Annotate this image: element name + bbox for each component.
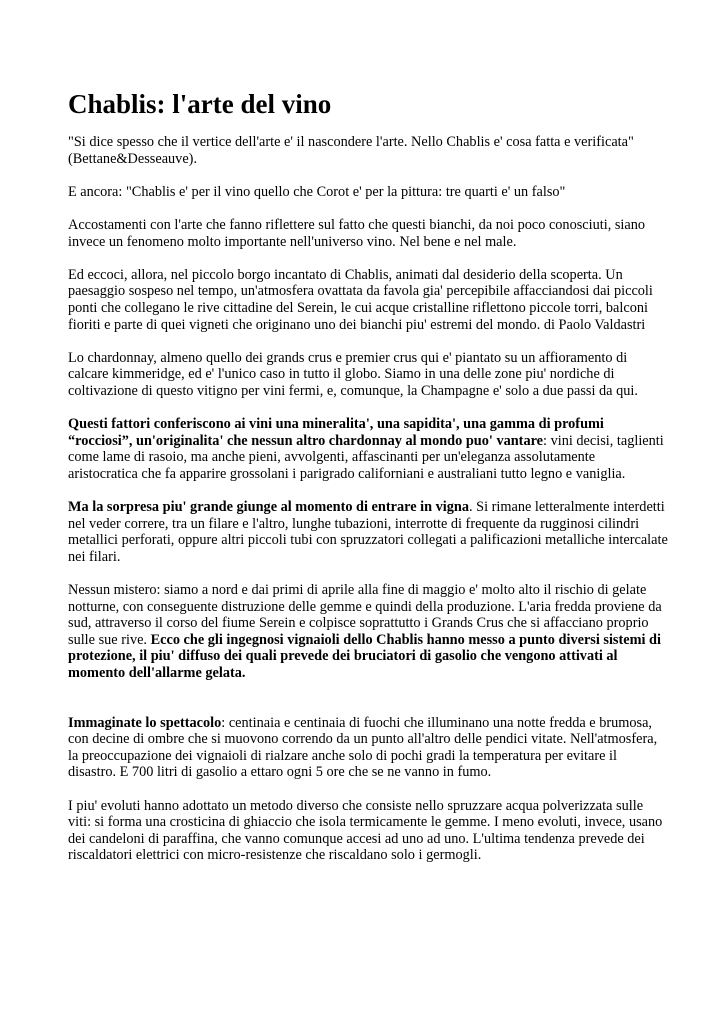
paragraph-quote-bettane: "Si dice spesso che il vertice dell'arte e' il nascondere l'arte. Nello Chablis e' cosa fatta e verificata" (Bettane&Desseauve). [68,134,634,167]
page-title: Chablis: l'arte del vino [68,89,332,119]
paragraph-spectacle [68,715,668,781]
paragraph-minerality-bold: Questi fattori conferiscono ai vini una mineralita', una sapidita', una gamma di profumi “rocciosi”, un'originalita' che nessun altro chardonnay al mondo puo' vantare [68,416,604,449]
paragraph-art-comparison: Accostamenti con l'arte che fanno riflettere sul fatto che questi bianchi, da noi poco conosciuti, siano invece un fenomeno molto importante nell'universo vino. Nel bene e nel male. [68,216,646,250]
paragraph-village: Ed eccoci, allora, nel piccolo borgo incantato di Chablis, animati dal desiderio della scoperta. Un paesaggio sospeso nel tempo, un'atmosfera ovattata da favola gia' percepibile affacciandosi dai piccoli ponti che collegano le rive cittadine del Serein, le cui acque cristalline riflettono piccole torri, balconi fioriti e parte di quei vigneti che originano uno dei bianchi piu' estremi del mondo. di Paolo Valdastri [68,266,653,333]
paragraph-vineyard-bold: Ma la sorpresa piu' grande giunge al momento di entrare in vigna [68,499,469,516]
paragraph-vineyard [68,499,668,565]
paragraph-quote-corot: E ancora: "Chablis e' per il vino quello che Corot e' per la pittura: tre quarti e' un falso" [68,183,566,200]
paragraph-spectacle-bold: Immaginate lo spettacolo [68,714,222,731]
paragraph-frost-bold: Ecco che gli ingegnosi vignaioli dello Chablis hanno messo a punto diversi sistemi di protezione, il piu' diffuso dei quali prevede dei bruciatori di gasolio che vengono attivati al momento dell'allarme gelata. [68,631,661,681]
paragraph-minerality [68,416,668,482]
paragraph-methods: I piu' evoluti hanno adottato un metodo diverso che consiste nello spruzzare acqua polverizzata sulle viti: si forma una crosticina di ghiaccio che isola termicamente le gemme. I meno evoluti, invece, usano dei candeloni di paraffina, che vanno comunque accesi ad uno ad uno. L'ultima tendenza prevede dei riscaldatori elettrici con micro-resistenze che riscaldano solo i germogli. [68,797,663,864]
paragraph-spectacle-text: : centinaia e centinaia di fuochi che illuminano una notte fredda e brumosa, con decine di ombre che si muovono correndo da un punto all'altro delle pendici vitate. Nell'atmosfera, la preoccupazione dei vignaioli di rialzare anche solo di pochi gradi la temperatura per evitare il disastro. E 700 litri di gasolio a ettaro ogni 5 ore che se ne vanno in fumo. [68,714,658,781]
paragraph-minerality-text: : vini decisi, taglienti come lame di rasoio, ma anche pieni, avvolgenti, affascinanti per un'eleganza assolutamente aristocratica che fa apparire grossolani i parigrado californiani e australiani tutto legno e vaniglia. [68,432,664,482]
article [68,88,668,881]
paragraph-chardonnay: Lo chardonnay, almeno quello dei grands crus e premier crus qui e' piantato su un affioramento di calcare kimmeridge, ed e' l'unico caso in tutto il globo. Siamo in una delle zone piu' nordiche di coltivazione di questo vitigno per vini fermi, e, comunque, la Champagne e' solo a due passi da qui. [68,349,638,399]
paragraph-frost [68,582,668,682]
paragraph-vineyard-text: . Si rimane letteralmente interdetti nel veder correre, tra un filare e l'altro, lunghe tubazioni, interrotte di frequente da rugginosi cilindri metallici perforati, oppure altri piccoli tubi con spruzzatori collegati a palificazioni metalliche intercalate nei filari. [68,499,668,565]
paragraph-frost-text: Nessun mistero: siamo a nord e dai primi di aprile alla fine di maggio e' molto alto il rischio di gelate notturne, con conseguente distruzione delle gemme e quindi della produzione. L'aria fredda proviene da sud, attraverso il corso del fiume Serein e colpisce soprattutto i Grands Crus che si affacciano proprio sulle sue rive. [68,582,662,648]
